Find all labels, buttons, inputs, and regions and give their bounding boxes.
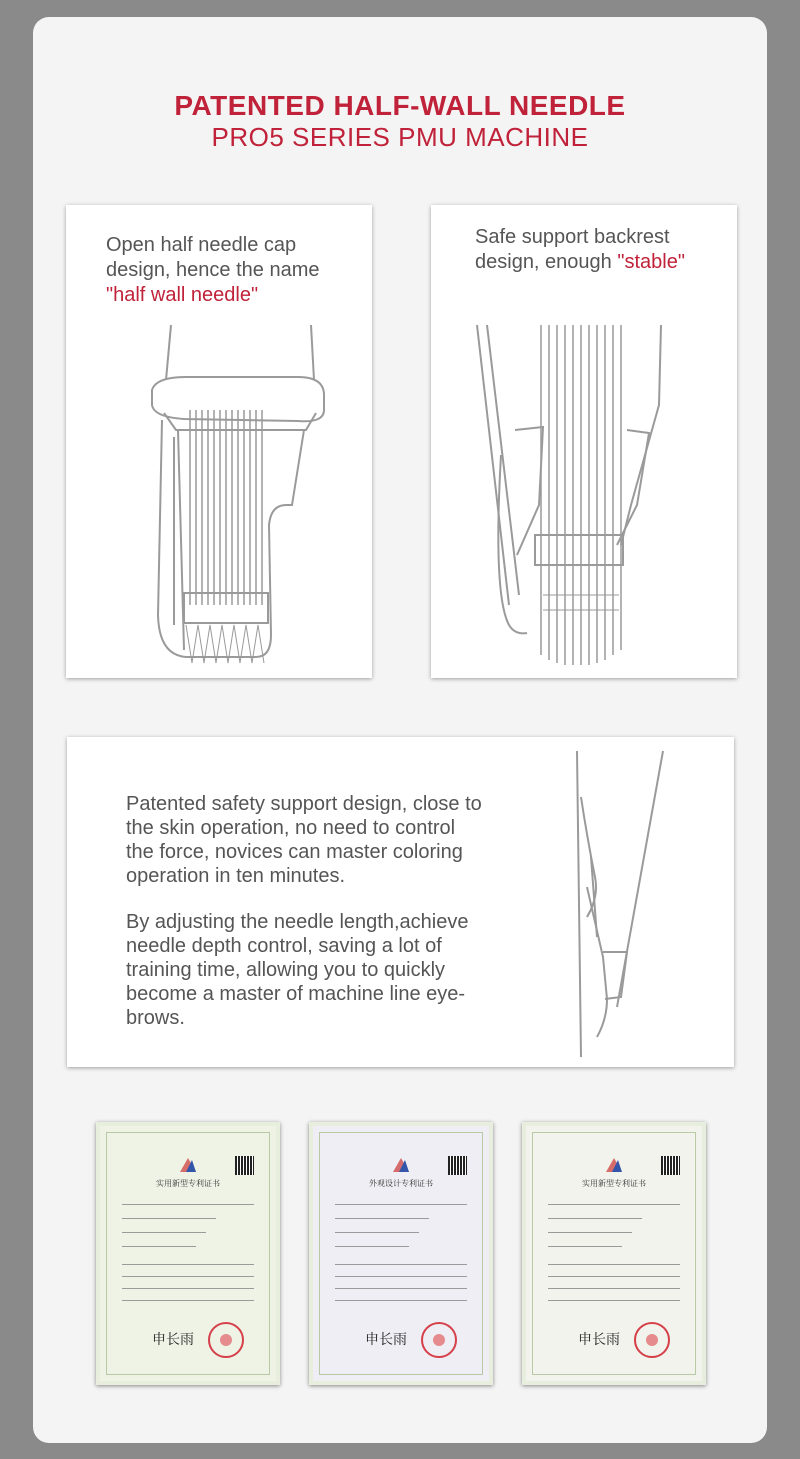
page-subtitle: PRO5 SERIES PMU MACHINE [211,122,589,152]
text-line [122,1246,196,1247]
backrest-illustration [431,205,737,678]
text-line [335,1232,419,1233]
certificate-title: 实用新型专利证书 [156,1179,220,1188]
paragraph-line: By adjusting the needle length,achieve [126,911,469,933]
director-signature: 申长雨 [152,1332,194,1348]
text-line [122,1218,216,1219]
qr-code-icon [661,1156,680,1175]
text-line [335,1300,467,1301]
director-signature: 申长雨 [578,1332,620,1348]
caption-line: design, hence the name [106,259,320,281]
certificate-title: 实用新型专利证书 [582,1179,646,1188]
caption-line: Safe support backrest [475,226,670,248]
patent-office-logo [604,1156,624,1174]
text-line [548,1264,680,1265]
qr-code-icon [235,1156,254,1175]
patent-certificate-2 [309,1122,493,1385]
text-line [548,1288,680,1289]
text-line [335,1288,467,1289]
caption-line: Open half needle cap [106,234,297,256]
text-line [122,1300,254,1301]
caption-highlight: "stable" [617,251,685,273]
text-line [548,1300,680,1301]
text-line [335,1218,429,1219]
text-line [548,1218,642,1219]
paragraph-line: operation in ten minutes. [126,865,346,887]
official-seal [634,1322,670,1358]
text-line [548,1276,680,1277]
support-backrest-card [431,205,737,678]
text-line [335,1264,467,1265]
certificate-title: 外观设计专利证书 [369,1179,433,1188]
patent-office-logo [178,1156,198,1174]
text-line [335,1276,467,1277]
text-line [122,1264,254,1265]
patent-certificate-3 [522,1122,706,1385]
paragraph-line: training time, allowing you to quickly [126,959,446,981]
half-needle-cap-card [66,205,372,678]
official-seal [208,1322,244,1358]
page-title: PATENTED HALF-WALL NEEDLE [174,90,626,121]
text-line [122,1232,206,1233]
paragraph-line: Patented safety support design, close to [126,793,482,815]
official-seal [421,1322,457,1358]
text-line [335,1204,467,1205]
needle-cap-illustration [66,205,372,678]
side-profile-illustration [67,737,734,1067]
text-line [548,1246,622,1247]
text-line [548,1204,680,1205]
caption-highlight: "half wall needle" [106,284,259,306]
text-line [335,1246,409,1247]
caption-text: design, enough [475,251,618,273]
qr-code-icon [448,1156,467,1175]
text-line [122,1288,254,1289]
paragraph-line: the force, novices can master coloring [126,841,463,863]
paragraph-line: become a master of machine line eye- [126,983,466,1005]
paragraph-line: the skin operation, no need to control [126,817,456,839]
text-line [548,1232,632,1233]
text-line [122,1204,254,1205]
safety-support-card [67,737,734,1067]
paragraph-line: needle depth control, saving a lot of [126,935,442,957]
text-line [122,1276,254,1277]
director-signature: 申长雨 [365,1332,407,1348]
patent-certificate-1 [96,1122,280,1385]
patent-office-logo [391,1156,411,1174]
paragraph-line: brows. [126,1007,185,1029]
